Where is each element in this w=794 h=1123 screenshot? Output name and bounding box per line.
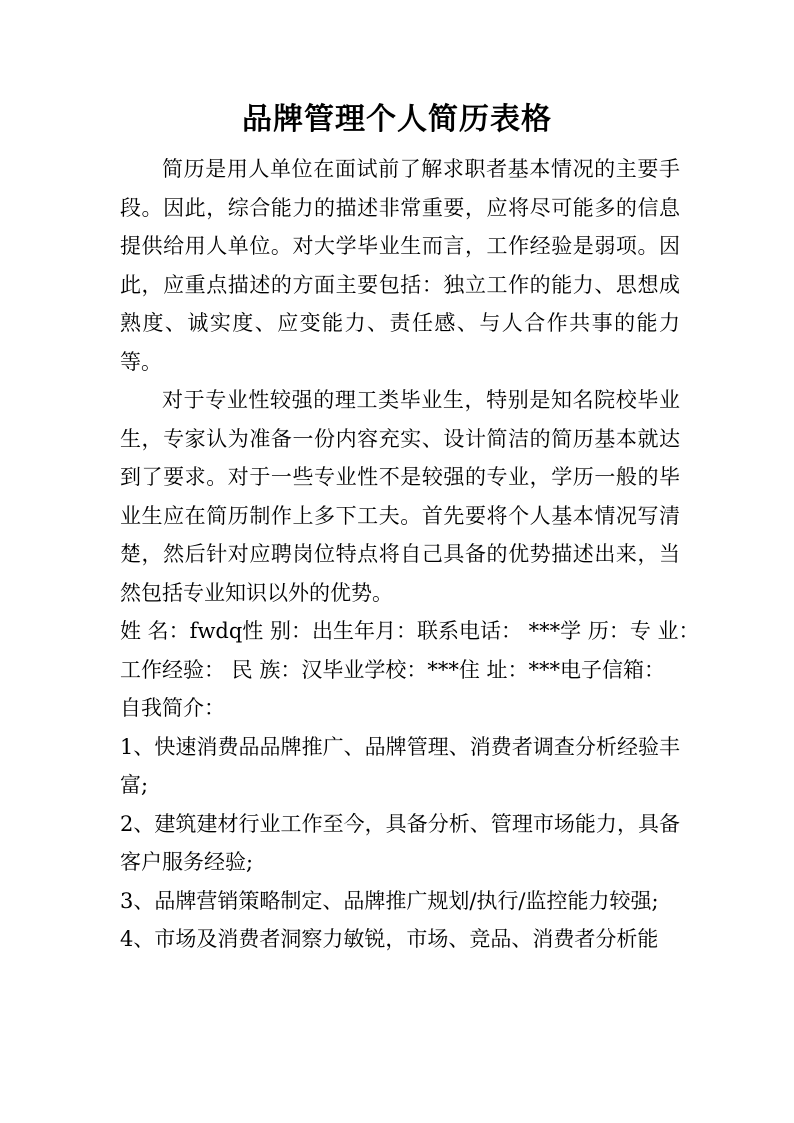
- document-title: 品牌管理个人简历表格: [242, 102, 552, 137]
- paragraph-1: 简历是用人单位在面试前了解求职者基本情况的主要手段。因此，综合能力的描述非常重要，应将尽可能多的信息提供给用人单位。对大学毕业生而言，工作经验是弱项。因此，应重点描述的方面主要包括：独立工作的能力、思想成熟度、诚实度、应变能力、责任感、与人合作共事的能力等。: [120, 157, 680, 374]
- paragraph-2: 对于专业性较强的理工类毕业生，特别是知名院校毕业生，专家认为准备一份内容充实、设计简洁的简历基本就达到了要求。对于一些专业性不是较强的专业，学历一般的毕业生应在简历制作上多下工夫。首先要将个人基本情况写清楚，然后针对应聘岗位特点将自己具备的优势描述出来，当然包括专业知识以外的优势。: [120, 388, 680, 605]
- document-body: [120, 150, 700, 959]
- info-line-1: 姓 名：fwdq性 别：出生年月：联系电话： ***学 历：专 业：: [120, 619, 700, 643]
- info-line-2: 工作经验： 民 族：汉毕业学校：***住 址：***电子信箱：: [120, 657, 666, 682]
- list-item-1: 1、快速消费品品牌推广、品牌管理、消费者调查分析经验丰富;: [120, 734, 680, 797]
- list-item-3: 3、品牌营销策略制定、品牌推广规划/执行/监控能力较强;: [120, 888, 659, 913]
- intro-heading: 自我简介：: [120, 696, 225, 720]
- list-item-2: 2、建筑建材行业工作至今，具备分析、管理市场能力，具备客户服务经验;: [120, 811, 680, 874]
- list-item-4: 4、市场及消费者洞察力敏锐，市场、竞品、消费者分析能: [120, 927, 659, 951]
